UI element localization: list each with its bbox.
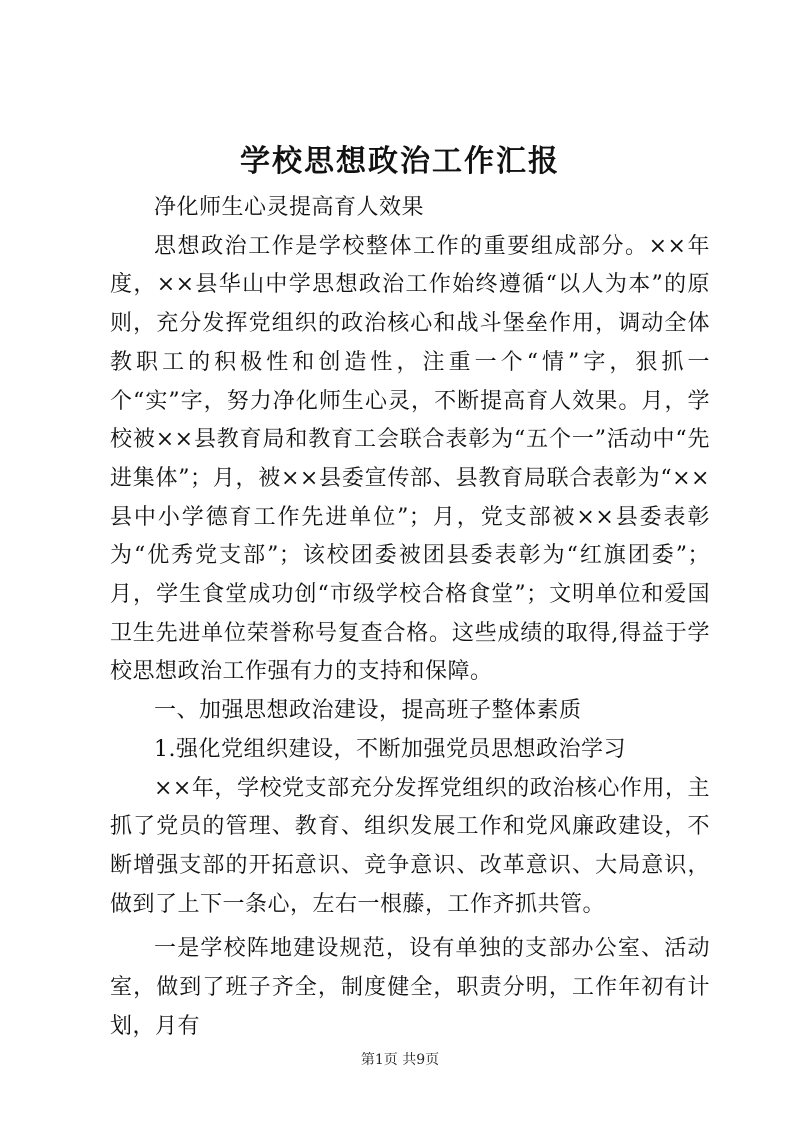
document-title: 学校思想政治工作汇报 — [240, 144, 560, 179]
section-heading: 一、加强思想政治建设，提高班子整体素质 — [154, 698, 582, 724]
page-number-footer: 第1页 共9页 — [360, 1052, 440, 1068]
subsection-heading: 1.强化党组织建设，不断加强党员思想政治学习 — [154, 736, 626, 762]
paragraph-intro: 思想政治工作是学校整体工作的重要组成部分。××年度，××县华山中学思想政治工作始终遵循“以人为本”的原则，充分发挥党组织的政治核心和战斗堡垒作用，调动全体教职工的积极性和创造性，注重一个“情”字，狠抓一个“实”字，努力净化师生心灵，不断提高育人效果。月，学校被××县教育局和教育工会联合表彰为“五个一”活动中“先进集体”；月，被××县委宣传部、县教育局联合表彰为“××县中小学德育工作先进单位”；月，党支部被××县委表彰为“优秀党支部”；该校团委被团县委表彰为“红旗团委”；月，学生食堂成功创“市级学校合格食堂”；文明单位和爱国卫生先进单位荣誉称号复查合格。这些成绩的取得,得益于学校思想政治工作强有力的支持和保障。 — [110, 233, 710, 685]
paragraph-position-building: 一是学校阵地建设规范，设有单独的支部办公室、活动室，做到了班子齐全，制度健全，职责分明，工作年初有计划，月有 — [110, 936, 710, 1039]
subtitle: 净化师生心灵提高育人效果 — [154, 195, 425, 220]
document-body — [110, 189, 710, 1046]
paragraph-party-building: ××年，学校党支部充分发挥党组织的政治核心作用，主抓了党员的管理、教育、组织发展工作和党风廉政建设，不断增强支部的开拓意识、竞争意识、改革意识、大局意识，做到了上下一条心，左右一根藤，工作齐抓共管。 — [110, 775, 710, 917]
